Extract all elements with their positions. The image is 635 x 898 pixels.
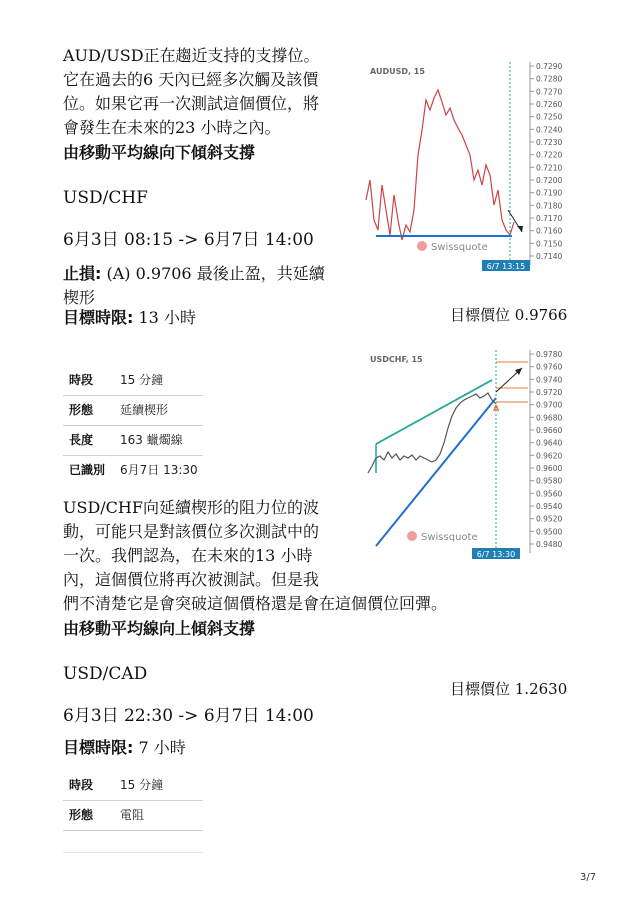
table-value: 延續楔形 [120, 403, 169, 417]
target-time-label: 目標時限: [63, 738, 134, 757]
chf-paragraph [63, 496, 533, 616]
y-tick-label: 0.9600 [536, 464, 563, 473]
watermark-text: Swissquote [431, 242, 488, 253]
annotation-label: A [493, 404, 500, 413]
watermark-text: Swissquote [421, 532, 478, 543]
table-value: 電阻 [120, 808, 145, 822]
table-key: 時段 [69, 778, 94, 792]
y-tick-label: 0.7250 [536, 112, 563, 122]
chart-title: USDCHF, 15 [370, 355, 423, 364]
y-tick-label: 0.9660 [536, 426, 563, 435]
y-tick-label: 0.9560 [536, 489, 563, 499]
y-tick-label: 0.7240 [536, 125, 563, 135]
divider [63, 852, 203, 853]
y-tick-label: 0.9520 [536, 514, 563, 524]
chf-target-price: 目標價位 0.9766 [450, 306, 568, 324]
table-row [63, 395, 203, 426]
y-tick-label: 0.9760 [536, 362, 563, 372]
table-value: 15 分鐘 [120, 778, 164, 792]
chf-para-line: 內，這個價位將再次被測試。但是我 [63, 570, 320, 589]
cad-target-price: 目標價位 1.2630 [450, 680, 568, 698]
aud-intro-line: AUD/USD正在趨近支持的支撐位。 [63, 46, 320, 65]
table-key: 形態 [69, 808, 94, 822]
aud-intro [63, 44, 343, 140]
chf-para-line: USD/CHF向延續楔形的阻力位的波 [63, 498, 319, 517]
x-badge: 6/7 13:30 [476, 550, 516, 559]
stop-text: (A) 0.9706 最後止盈，共延續 [101, 264, 325, 283]
chf-para-line: 一次。我們認為，在未來的13 小時 [63, 546, 313, 565]
y-tick-label: 0.7200 [536, 176, 563, 185]
y-tick-label: 0.9540 [536, 502, 563, 511]
chf-para-line: 們不清楚它是會突破這個價格還是會在這個價位回彈。 [63, 594, 448, 613]
y-tick-label: 0.9680 [536, 413, 563, 423]
aud-intro-line: 會發生在未來的23 小時之內。 [63, 118, 281, 137]
table-key: 時段 [69, 373, 94, 387]
y-tick-label: 0.7270 [536, 87, 563, 97]
y-tick-label: 0.7140 [536, 252, 563, 261]
y-tick-label: 0.7210 [536, 163, 563, 173]
table-row [63, 770, 203, 801]
x-badge: 6/7 13:15 [486, 262, 526, 271]
y-tick-label: 0.7170 [536, 214, 563, 223]
y-tick-label: 0.7160 [536, 226, 563, 236]
chf-para-line: 動，可能只是對該價位多次測試中的 [63, 522, 320, 541]
table-key: 已識別 [69, 463, 106, 477]
stop-label: 止損: [63, 264, 102, 283]
cad-target-time [63, 736, 186, 760]
chart-title: AUDUSD, 15 [370, 67, 425, 76]
y-tick-label: 0.7190 [536, 188, 563, 198]
cad-pair: USD/CAD [63, 664, 148, 684]
y-tick-label: 0.9780 [536, 350, 563, 359]
y-tick-label: 0.7280 [536, 74, 563, 84]
y-tick-label: 0.7220 [536, 150, 563, 160]
table-row [63, 800, 203, 831]
chf-bold-line: 由移動平均線向上傾斜支撐 [63, 619, 256, 638]
y-tick-label: 0.7180 [536, 201, 563, 211]
table-row [63, 455, 203, 485]
y-tick-label: 0.9500 [536, 527, 563, 537]
chf-target-time [63, 306, 196, 330]
y-tick-label: 0.9480 [536, 540, 563, 549]
target-time-label: 目標時限: [63, 308, 134, 327]
aud-intro-line: 它在過去的6 天內已經多次觸及該價 [63, 70, 319, 89]
table-row [63, 365, 203, 396]
chf-range: 6月3日 08:15 -> 6月7日 14:00 [63, 230, 314, 250]
table-value: 163 蠟燭線 [120, 433, 183, 447]
table-key: 形態 [69, 403, 94, 417]
table-value: 15 分鐘 [120, 373, 164, 387]
stop-text-2: 楔形 [63, 288, 96, 307]
table-value: 6月7日 13:30 [120, 463, 198, 477]
y-tick-label: 0.7290 [536, 62, 563, 71]
y-tick-label: 0.9740 [536, 375, 563, 385]
page-number: 3/7 [580, 872, 597, 883]
cad-range: 6月3日 22:30 -> 6月7日 14:00 [63, 706, 314, 726]
table-row [63, 425, 203, 456]
y-tick-label: 0.7150 [536, 239, 563, 249]
chf-pair: USD/CHF [63, 188, 148, 208]
aud-intro-line: 位。如果它再一次測試這個價位，將 [63, 94, 320, 113]
audusd-chart [362, 60, 572, 275]
table-key: 長度 [69, 433, 94, 447]
y-tick-label: 0.9580 [536, 476, 563, 486]
chf-stop [63, 262, 343, 310]
target-time-value: 13 小時 [133, 308, 196, 327]
y-tick-label: 0.7230 [536, 138, 563, 147]
y-tick-label: 0.9720 [536, 388, 563, 397]
y-tick-label: 0.9640 [536, 438, 563, 448]
y-tick-label: 0.9700 [536, 400, 563, 410]
target-time-value: 7 小時 [133, 738, 186, 757]
aud-bold-line: 由移動平均線向下傾斜支撐 [63, 143, 256, 162]
y-tick-label: 0.7260 [536, 100, 563, 109]
y-tick-label: 0.9620 [536, 451, 563, 461]
